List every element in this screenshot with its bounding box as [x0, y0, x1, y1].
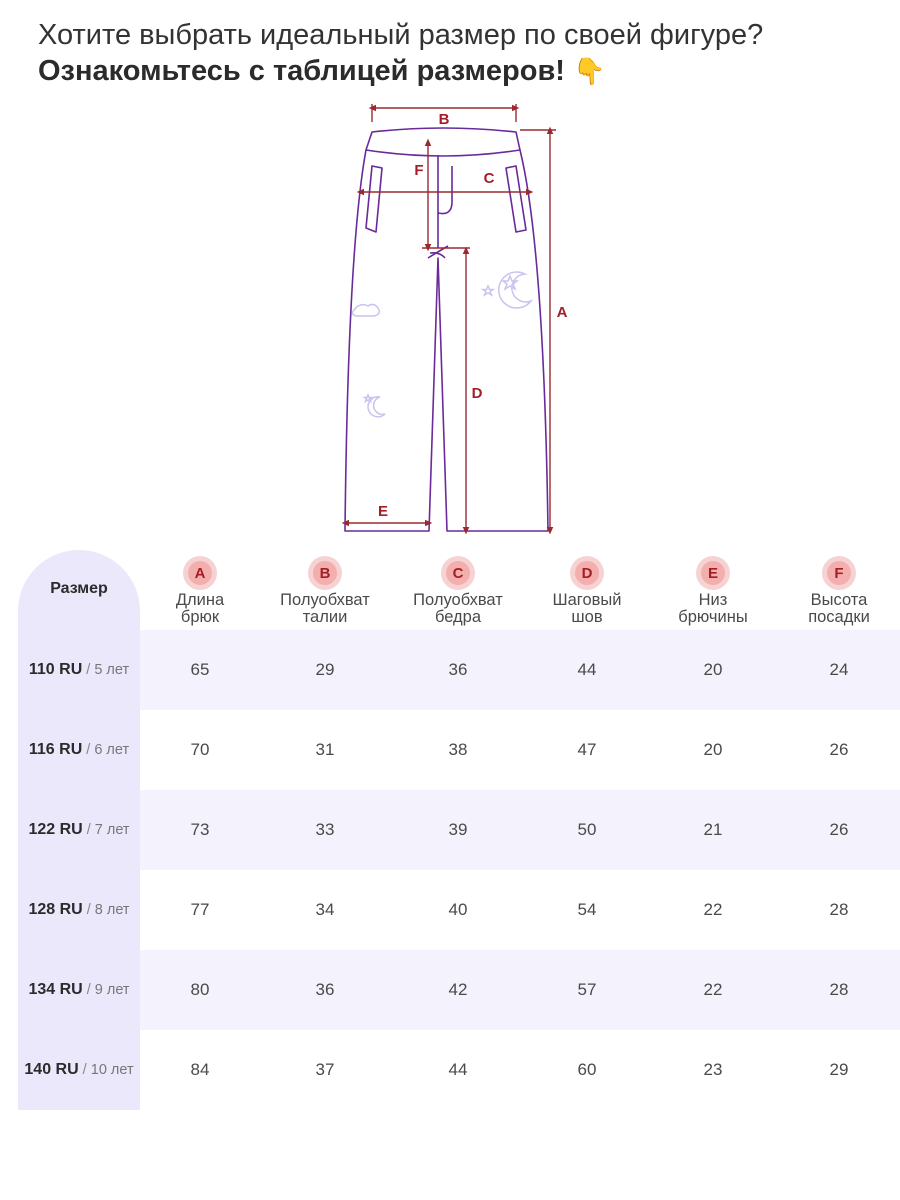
size-column-header: Размер	[50, 580, 108, 597]
column-label-line1: Шаговый	[552, 591, 622, 609]
headline	[38, 18, 888, 90]
age-value: 10 лет	[90, 1062, 134, 1078]
headline-cta-text: Ознакомьтесь с таблицей размеров!	[38, 55, 565, 87]
letter-badge	[441, 556, 475, 590]
cell-a: 80	[190, 980, 210, 999]
cell-d: 50	[577, 820, 597, 839]
column-header-b	[260, 556, 390, 626]
size-separator: /	[82, 902, 95, 918]
size-separator: /	[82, 982, 95, 998]
age-value: 8 лет	[94, 902, 130, 918]
column-label	[135, 592, 265, 626]
size-value: 116 RU	[28, 741, 83, 758]
cell-b: 37	[315, 1060, 335, 1079]
letter-badge-text: F	[827, 561, 851, 585]
cell-c: 38	[448, 740, 468, 759]
table-row	[18, 790, 900, 870]
column-header-f	[774, 556, 900, 626]
column-label	[774, 592, 900, 626]
age-value: 7 лет	[94, 822, 130, 838]
cell-a: 73	[190, 820, 210, 839]
table-row	[18, 710, 900, 790]
cell-d: 57	[577, 980, 597, 999]
column-label	[522, 592, 652, 626]
cell-e: 20	[703, 740, 723, 759]
size-separator: /	[82, 742, 95, 758]
cell-c: 44	[448, 1060, 468, 1079]
cell-e: 22	[703, 900, 723, 919]
pants-outline	[345, 128, 548, 531]
pants-illustration	[330, 98, 580, 538]
column-header-e	[648, 556, 778, 626]
letter-badge-text: C	[446, 561, 470, 585]
cell-b: 33	[315, 820, 335, 839]
row-size-label	[18, 870, 140, 950]
letter-badge	[570, 556, 604, 590]
cell-f: 24	[829, 660, 849, 679]
letter-badge	[822, 556, 856, 590]
cell-b: 34	[315, 900, 335, 919]
row-size-label	[18, 710, 140, 790]
column-label-line2: бедра	[434, 608, 482, 626]
column-label-line1: Полуобхват	[280, 591, 370, 609]
cell-f: 28	[829, 900, 849, 919]
column-header-c	[393, 556, 523, 626]
letter-badge	[696, 556, 730, 590]
size-separator: /	[78, 1062, 91, 1078]
cell-e: 21	[703, 820, 723, 839]
size-value: 110 RU	[28, 661, 83, 678]
cell-d: 60	[577, 1060, 597, 1079]
cell-a: 70	[190, 740, 210, 759]
cell-a: 77	[190, 900, 210, 919]
column-label	[260, 592, 390, 626]
letter-badge-text: A	[188, 561, 212, 585]
cell-c: 36	[448, 660, 468, 679]
letter-badge	[183, 556, 217, 590]
cell-b: 31	[315, 740, 335, 759]
label-c: C	[483, 170, 495, 187]
table-row	[18, 630, 900, 710]
letter-badge	[308, 556, 342, 590]
cell-e: 20	[703, 660, 723, 679]
column-label-line2: шов	[571, 608, 603, 626]
decorative-moon-print	[352, 272, 531, 417]
label-b: B	[438, 111, 450, 128]
column-label-line2: посадки	[808, 608, 870, 626]
size-value: 140 RU	[24, 1061, 79, 1078]
cell-c: 40	[448, 900, 468, 919]
letter-badge-text: D	[575, 561, 599, 585]
cell-a: 84	[190, 1060, 210, 1079]
column-label-line2: талии	[302, 608, 348, 626]
label-d: D	[471, 385, 483, 402]
row-size-label	[18, 790, 140, 870]
age-value: 9 лет	[94, 982, 130, 998]
column-label-line2: брюк	[180, 608, 220, 626]
cell-b: 29	[315, 660, 335, 679]
table-row	[18, 1030, 900, 1110]
age-value: 5 лет	[94, 662, 130, 678]
row-size-label	[18, 1030, 140, 1110]
cell-e: 23	[703, 1060, 723, 1079]
column-label-line1: Низ	[698, 591, 728, 609]
cell-f: 26	[829, 820, 849, 839]
label-f: F	[414, 162, 424, 179]
table-row	[18, 870, 900, 950]
size-value: 128 RU	[28, 901, 83, 918]
row-size-label	[18, 630, 140, 710]
column-label-line1: Длина	[175, 591, 225, 609]
letter-badge-text: E	[701, 561, 725, 585]
cell-d: 54	[577, 900, 597, 919]
column-header-d	[522, 556, 652, 626]
size-separator: /	[82, 662, 95, 678]
label-a: A	[556, 304, 568, 321]
pants-measurement-diagram	[330, 98, 580, 538]
cell-f: 26	[829, 740, 849, 759]
cell-c: 42	[448, 980, 468, 999]
cell-e: 22	[703, 980, 723, 999]
row-size-label	[18, 950, 140, 1030]
headline-question: Хотите выбрать идеальный размер по своей фигуре?	[38, 19, 764, 51]
table-row	[18, 950, 900, 1030]
cell-f: 28	[829, 980, 849, 999]
pointing-down-icon: 👇	[573, 56, 606, 86]
column-label-line1: Полуобхват	[413, 591, 503, 609]
cell-b: 36	[315, 980, 335, 999]
letter-badge-text: B	[313, 561, 337, 585]
size-value: 122 RU	[28, 821, 83, 838]
cell-c: 39	[448, 820, 468, 839]
column-header-a	[135, 556, 265, 626]
size-separator: /	[82, 822, 95, 838]
label-e: E	[377, 503, 389, 520]
column-label-line2: брючины	[678, 608, 748, 626]
headline-call-to-action	[38, 52, 888, 90]
cell-d: 47	[577, 740, 597, 759]
age-value: 6 лет	[94, 742, 130, 758]
column-label-line1: Высота	[810, 591, 868, 609]
column-label	[393, 592, 523, 626]
column-label	[648, 592, 778, 626]
size-value: 134 RU	[28, 981, 83, 998]
cell-d: 44	[577, 660, 597, 679]
cell-a: 65	[190, 660, 210, 679]
cell-f: 29	[829, 1060, 849, 1079]
